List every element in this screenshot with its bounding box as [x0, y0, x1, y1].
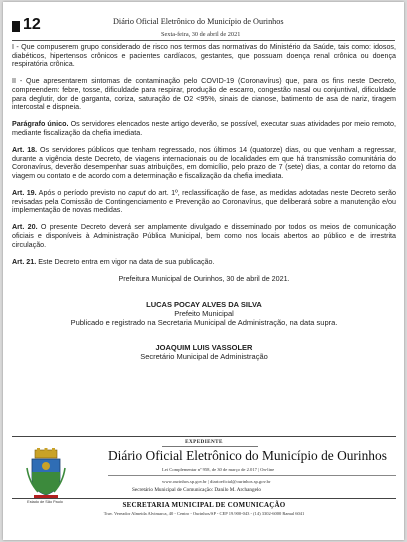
document-page	[3, 2, 404, 540]
website-email-line[interactable]: www.ourinhos.sp.gov.br | diarioeficial@ourinhos.sp.gov.br	[162, 479, 271, 484]
page-number: 12	[23, 16, 41, 33]
art20-label: Art. 20.	[12, 223, 38, 232]
article-21: Art. 21. Este Decreto entra em vigor na data de sua publicação.	[12, 257, 215, 266]
expediente-underline	[162, 446, 258, 447]
art21-label: Art. 21.	[12, 257, 37, 266]
municipal-crest-icon	[26, 448, 66, 500]
article-18: Art. 18. Os servidores públicos que tenham regressado, nos últimos 14 (quatorze) dias, ou que venham a regressar, durante a vigência deste Decreto, de viagens internacionais ou de localidades em que há transmissão comunitária do Coronavírus, deverão desempenhar suas atribuições, em domicílio, pelo prazo de 7 (sete) dias, a contar do retorno da viagem ou contato e de acordo com a determinação e fiscalização da chefia imediata.	[12, 146, 396, 180]
secretary-role: Secretário Municipal de Administração	[140, 352, 268, 362]
expediente-footer	[12, 436, 396, 540]
art18-label: Art. 18.	[12, 146, 38, 155]
footer-inner-divider	[108, 475, 396, 476]
document-body	[12, 43, 396, 362]
address-line: Trav. Vereador Almeida Alvimarca, 40 - Centro - Ourinhos/SP - CEP 19.900-043 - (14) 3302-6000 Ramal 6041	[103, 511, 305, 516]
gazette-title: Diário Oficial Eletrônico do Município de Ourinhos	[113, 17, 284, 26]
expediente-heading: EXPEDIENTE	[185, 439, 223, 445]
item-i: I - Que compuserem grupo considerado de risco nos termos das normativas do Ministério da Saúde, tais como: idosos, diabéticos, hipertensos crônicos e pacientes cardíacos, gestantes, que possuam doença renal crônica ou doença respiratória crônica.	[12, 43, 396, 69]
secretaria-heading: SECRETARIA MUNICIPAL DE COMUNICAÇÃO	[122, 501, 286, 509]
header-divider	[12, 40, 395, 41]
header-marker	[12, 21, 20, 32]
footer-gazette-title: Diário Oficial Eletrônico do Município de Ourinhos	[108, 448, 387, 463]
mayor-name: LUCAS POCAY ALVES DA SILVA	[146, 299, 262, 309]
secretary-line: Secretário Municipal de Comunicação: Danilo M. Archangelo	[132, 487, 261, 493]
secretary-name: JOAQUIM LUIS VASSOLER	[155, 343, 253, 353]
article-20: Art. 20. O presente Decreto deverá ser amplamente divulgado e disseminado por todos os meios de comunicação oficiais e disponíveis à Administração Pública Municipal, bem como nos locais abertos ao público e de irrestrita circulação.	[12, 223, 396, 249]
footer-divider	[12, 436, 396, 437]
published-note: Publicado e registrado na Secretaria Municipal de Administração, na data supra.	[70, 318, 338, 328]
art19-label: Art. 19.	[12, 189, 37, 198]
law-line: Lei Complementar nº 958, de 30 de março de 2.017 | On-line	[162, 467, 275, 472]
article-19: Art. 19. Após o período previsto no caput do art. 1º, reclassificação de fase, as medidas adotadas neste Decreto serão revisadas pela Comissão de Contingenciamento e Prevenção ao Coronavírus, que deliberará sobre a manutenção e/ou implementação de novas medidas.	[12, 189, 396, 215]
place-date: Prefeitura Municipal de Ourinhos, 30 de abril de 2021.	[118, 275, 290, 284]
paragrafo-unico: Parágrafo único. Os servidores elencados neste artigo deverão, se possível, executar suas atividades por meio remoto, mediante fiscalização da chefia imediata.	[12, 120, 396, 137]
crest-caption: Estado de São Paulo	[27, 500, 63, 504]
paragrafo-label: Parágrafo único.	[12, 120, 69, 129]
page-header	[3, 10, 404, 40]
issue-date: Sexta-feira, 30 de abril de 2021	[161, 31, 241, 38]
mayor-role: Prefeito Municipal	[174, 308, 234, 318]
footer-lower-divider	[12, 498, 396, 499]
item-ii: II - Que apresentarem sintomas de contaminação pelo COVID-19 (Coronavírus) que, para os fins neste Decreto, compreendem: febre, tosse, dificuldade para respirar, produção de escarro, congestão nasal ou conjuntival, dificuldade para deglutir, dor de garganta, coriza, saturação de O2 <95%, sinais de cianose, batimento de asa de nariz, tiragem intercostal e dispneia.	[12, 77, 396, 112]
